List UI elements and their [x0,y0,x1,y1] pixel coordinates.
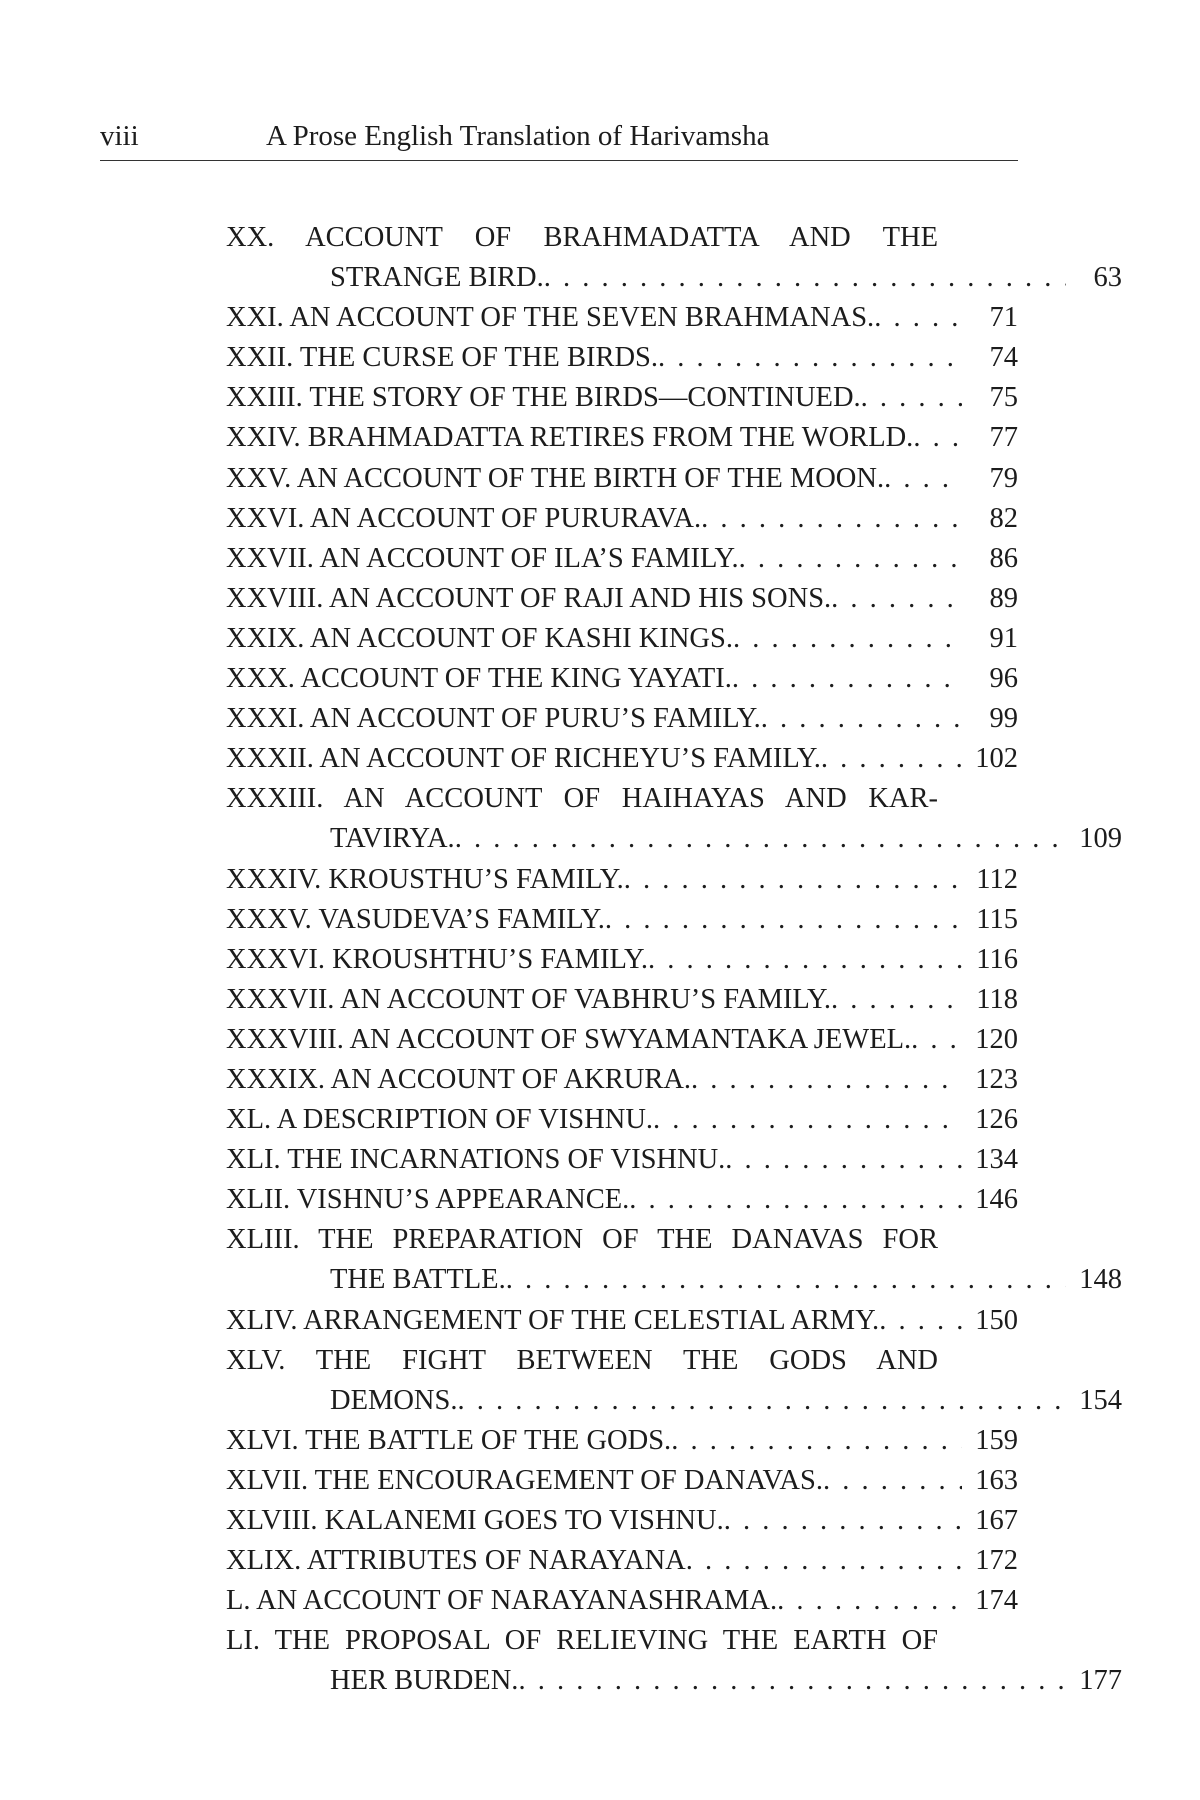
toc-page-number: 126 [975,1104,1018,1136]
toc-page-number: 77 [989,422,1018,454]
toc-entry-title: XXXV. VASUDEVA’S FAMILY. [226,903,605,935]
toc-entry-title: XXIV. BRAHMADATTA RETIRES FROM THE WORLD. [226,422,914,454]
toc-page-number: 167 [975,1505,1018,1536]
toc-page-number: 146 [975,1184,1018,1216]
toc-entry-title: STRANGE BIRD. [330,262,544,294]
toc-entry-title: THE BATTLE. [330,1264,506,1296]
toc-entry [226,1180,1018,1220]
toc-entry-title: XXII. THE CURSE OF THE BIRDS. [226,342,659,374]
toc-entry [226,459,1018,499]
toc-entry [226,699,1018,739]
toc-entry-title: XLVII. THE ENCOURAGEMENT OF DANAVAS. [226,1464,823,1496]
dot-leader [624,860,962,900]
toc-entry-title: XL. A DESCRIPTION OF VISHNU. [226,1104,654,1136]
toc-page-number: 71 [989,302,1018,334]
dot-leader [648,940,962,980]
dot-leader [777,1581,962,1621]
toc-entry-title: XXXVII. AN ACCOUNT OF VABHRU’S FAMILY. [226,983,831,1015]
table-of-contents [226,218,1122,1701]
toc-page-number: 112 [976,863,1018,895]
toc-entry [226,338,1018,378]
toc-entry-title: TAVIRYA. [330,823,455,855]
dot-leader [821,739,962,779]
toc-entry [226,1581,1018,1621]
dot-leader [544,258,1066,298]
dot-leader [739,539,962,579]
dot-leader [911,1020,962,1060]
toc-entry [226,1341,1122,1421]
toc-entry [226,218,1122,298]
toc-page-number: 163 [975,1464,1018,1496]
toc-entry-title: XXI. AN ACCOUNT OF THE SEVEN BRAHMANAS. [226,302,875,334]
toc-page-number: 74 [989,342,1018,374]
toc-entry [226,1461,1018,1501]
toc-entry [226,739,1018,779]
toc-entry [226,579,1018,619]
toc-entry [226,659,1018,699]
toc-page-number: 99 [989,703,1018,735]
toc-entry-title: HER BURDEN. [330,1665,519,1697]
toc-page-number: 150 [975,1304,1018,1336]
dot-leader [691,1060,962,1100]
toc-entry [226,900,1018,940]
dot-leader [761,699,962,739]
toc-entry [226,1020,1018,1060]
dot-leader [701,499,962,539]
toc-page-number: 172 [975,1545,1018,1577]
dot-leader [724,1501,962,1541]
toc-entry-title: L. AN ACCOUNT OF NARAYANASHRAMA. [226,1585,778,1617]
toc-entry-title: DEMONS. [330,1384,458,1416]
toc-entry-title: XXVI. AN ACCOUNT OF PURURAVA. [226,502,702,534]
toc-page-number: 115 [976,903,1018,935]
toc-entry-title: XXXVIII. AN ACCOUNT OF SWYAMANTAKA JEWEL. [226,1023,912,1055]
toc-entry-title: XXVII. AN ACCOUNT OF ILA’S FAMILY. [226,542,739,574]
toc-page-number: 86 [989,542,1018,574]
toc-entry [226,1100,1018,1140]
toc-page-number: 177 [1079,1665,1122,1697]
toc-page-number: 89 [989,582,1018,614]
dot-leader [823,1461,962,1501]
toc-entry-title: XLI. THE INCARNATIONS OF VISHNU. [226,1144,726,1176]
toc-entry [226,1421,1018,1461]
toc-page-number: 109 [1079,823,1122,855]
toc-entry-title: XXX. ACCOUNT OF THE KING YAYATI. [226,663,732,695]
toc-entry-title: XXIII. THE STORY OF THE BIRDS—CONTINUED. [226,382,861,414]
toc-entry [226,1501,1018,1541]
toc-entry-title: XXXIII. AN ACCOUNT OF HAIHAYAS AND KAR- [226,783,938,815]
dot-leader [457,1381,1066,1421]
toc-entry-title: XXXII. AN ACCOUNT OF RICHEYU’S FAMILY. [226,743,821,775]
toc-entry-title: XXIX. AN ACCOUNT OF KASHI KINGS. [226,622,733,654]
dot-leader [831,980,962,1020]
toc-entry [226,539,1018,579]
toc-entry [226,1541,1018,1581]
toc-entry-title: XLIV. ARRANGEMENT OF THE CELESTIAL ARMY. [226,1304,880,1336]
dot-leader [732,659,962,699]
toc-entry [226,779,1122,859]
running-title: A Prose English Translation of Harivamsha [266,120,770,152]
dot-leader [874,298,962,338]
toc-entry [226,378,1018,418]
dot-leader [831,579,962,619]
toc-entry-title: LI. THE PROPOSAL OF RELIEVING THE EARTH OF [226,1625,938,1657]
toc-entry-title: XLVIII. KALANEMI GOES TO VISHNU. [226,1505,724,1536]
toc-page-number: 159 [975,1424,1018,1456]
toc-entry [226,1140,1018,1180]
dot-leader [879,1301,962,1341]
toc-page-number: 134 [975,1144,1018,1176]
dot-leader [605,900,962,940]
header-rule [100,160,1018,161]
toc-page-number: 79 [989,462,1018,494]
toc-page-number: 116 [976,943,1018,975]
dot-leader [861,378,962,418]
dot-leader [518,1661,1066,1701]
toc-entry [226,1060,1018,1100]
toc-entry-title: XLIII. THE PREPARATION OF THE DANAVAS FOR [226,1224,938,1256]
toc-entry-title: XXXIV. KROUSTHU’S FAMILY. [226,863,624,895]
toc-page-number: 75 [989,382,1018,414]
folio: viii [100,120,139,152]
toc-entry [226,1220,1122,1300]
toc-entry [226,1301,1018,1341]
toc-entry-title: XLIX. ATTRIBUTES OF NARAYANA [226,1545,686,1577]
dot-leader [686,1541,962,1581]
dot-leader [725,1140,962,1180]
dot-leader [629,1180,962,1220]
toc-entry [226,619,1018,659]
toc-entry [226,298,1018,338]
toc-entry-title: XLVI. THE BATTLE OF THE GODS. [226,1424,672,1456]
toc-entry [226,980,1018,1020]
dot-leader [658,338,962,378]
toc-page-number: 82 [989,502,1018,534]
dot-leader [671,1421,962,1461]
dot-leader [653,1100,962,1140]
dot-leader [884,459,962,499]
dot-leader [455,819,1066,859]
toc-page-number: 102 [975,743,1018,775]
toc-entry-title: XX. ACCOUNT OF BRAHMADATTA AND THE [226,222,938,253]
toc-entry-title: XXVIII. AN ACCOUNT OF RAJI AND HIS SONS. [226,582,832,614]
toc-page-number: 118 [976,983,1018,1015]
toc-page-number: 96 [989,663,1018,695]
toc-page-number: 63 [1093,262,1122,294]
dot-leader [506,1260,1066,1300]
dot-leader [733,619,962,659]
toc-entry-title: XXXI. AN ACCOUNT OF PURU’S FAMILY. [226,703,761,735]
toc-entry [226,940,1018,980]
toc-entry-title: XXV. AN ACCOUNT OF THE BIRTH OF THE MOON. [226,462,885,494]
toc-page-number: 120 [975,1023,1018,1055]
toc-page-number: 123 [975,1063,1018,1095]
toc-entry [226,1621,1122,1701]
toc-page-number: 148 [1079,1264,1122,1296]
toc-entry [226,860,1018,900]
toc-page-number: 91 [989,622,1018,654]
dot-leader [913,418,962,458]
toc-entry-title: XXXVI. KROUSHTHU’S FAMILY. [226,943,649,975]
toc-entry-title: XLII. VISHNU’S APPEARANCE. [226,1184,630,1216]
toc-page-number: 174 [975,1585,1018,1617]
toc-entry [226,418,1018,458]
toc-entry [226,499,1018,539]
toc-entry-title: XXXIX. AN ACCOUNT OF AKRURA. [226,1063,692,1095]
toc-entry-title: XLV. THE FIGHT BETWEEN THE GODS AND [226,1344,938,1376]
toc-page-number: 154 [1079,1384,1122,1416]
